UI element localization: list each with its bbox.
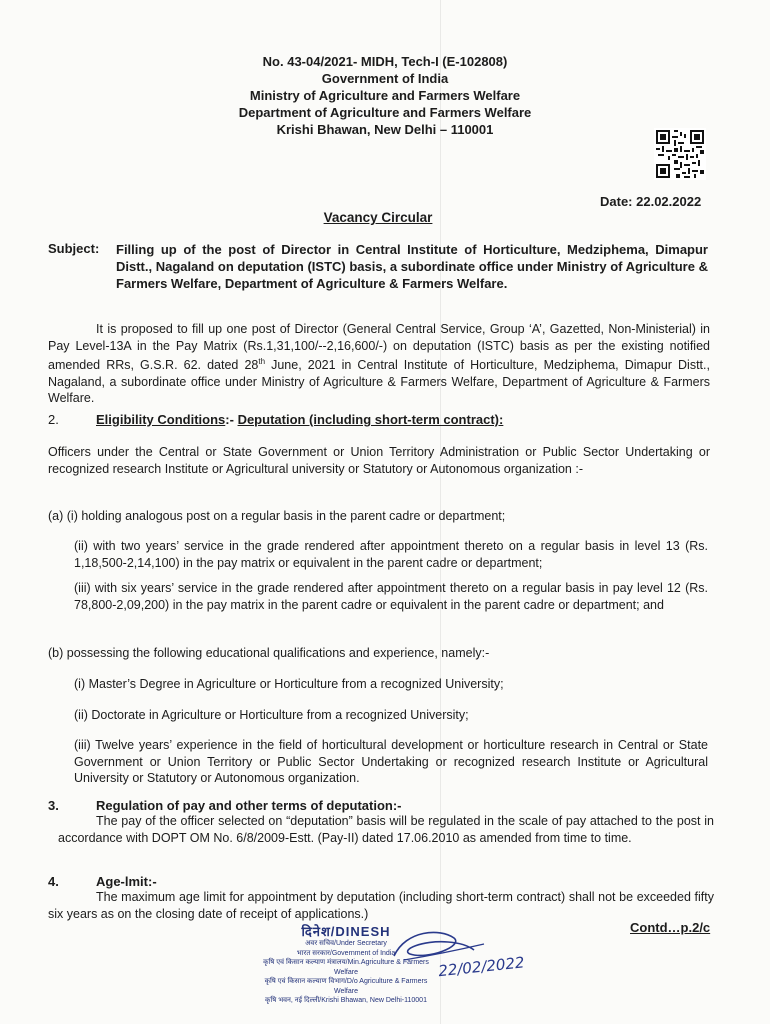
condition-a-iii: (iii) with six years’ service in the grade rendered after appointment thereto on a regular basis in pay level 12 (Rs. 78,800-2,09,200) in the pay matrix in the parent cadre or equivalent in the parent cadre or department; and [74,581,708,612]
continued-note: Contd…p.2/c [630,920,711,935]
condition-b-iii: (iii) Twelve years’ experience in the field of horticultural development or horticulture research in Central or State Government or Union Territory or Public Sector Undertaking or recognized research Institute or Agricultural University or Statutory or Autonomous organization. [74,738,708,785]
ministry-line: Ministry of Agriculture and Farmers Welfare [249,88,521,103]
stamp-department: कृषि एवं किसान कल्याण विभाग/D/o Agriculture & Farmers Welfare [264,978,428,995]
condition-b-ii: (ii) Doctorate in Agriculture or Horticulture from a recognized University; [74,708,469,722]
address-line: Krishi Bhawan, New Delhi – 110001 [276,122,494,137]
intro-paragraph: It is proposed to fill up one post of Director (General Central Service, Group ‘A’, Gazetted, Non-Ministerial) in Pay Level-13A in the Pay Matrix (Rs.1,31,100/--2,16,600/-) on deputation (ISTC) basis as per the existing notified amended RRs, G.S.R. 62. dated 28th June, 2021 in Central Institute of Horticulture, Medziphema, Dimapur Distt., Nagaland, a subordinate office under Ministry of Agriculture & Farmers Welfare, Department of Agriculture & Farmers Welfare. [48,322,710,406]
qr-code-icon [654,128,706,180]
circular-title: Vacancy Circular [323,210,433,225]
section-4-number: 4. [48,874,59,889]
subject-text: Filling up of the post of Director in Central Institute of Horticulture, Medziphema, Dimapur Distt., Nagaland on deputation (ISTC) basis, a subordinate office under Ministry of Agriculture & Farmers Welfare, Department of Agriculture & Farmers Welfare. [116,242,708,291]
section-3-number: 3. [48,798,59,813]
section-3-text: The pay of the officer selected on “deputation” basis will be regulated in the scale of pay attached to the post in accordance with DOPT OM No. 6/8/2009-Estt. (Pay-II) dated 17.06.2010 as amended from time to time. [58,814,714,845]
reference-number: No. 43-04/2021- MIDH, Tech-I (E-102808) [262,54,508,69]
stamp-address: कृषि भवन, नई दिल्ली/Krishi Bhawan, New Delhi-110001 [265,997,427,1004]
department-line: Department of Agriculture and Farmers Welfare [238,105,532,120]
subject-label: Subject: [48,241,100,256]
section-2-number: 2. [48,412,59,427]
government-line: Government of India [321,71,449,86]
condition-b-i: (i) Master’s Degree in Agriculture or Horticulture from a recognized University; [74,677,504,691]
condition-b: (b) possessing the following educational qualifications and experience, namely:- [48,646,490,660]
stamp-government: भारत सरकार/Government of India [296,949,396,957]
stamp-designation: अवर सचिव/Under Secretary [305,940,387,947]
circular-date: Date: 22.02.2022 [600,194,702,209]
signature [388,920,568,982]
section-3-heading: Regulation of pay and other terms of deputation:- [96,798,402,813]
stamp-ministry: कृषि एवं किसान कल्याण मंत्रालय/Min.Agriculture & Farmers Welfare [263,959,429,976]
condition-a-ii: (ii) with two years’ service in the grade rendered after appointment thereto on a regular basis in level 13 (Rs. 1,18,500-2,14,100) in the pay matrix or equivalent in the parent cadre or department; [74,539,708,570]
section-2-heading: Eligibility Conditions:- Deputation (including short-term contract): [96,412,504,427]
signature-date: 22/02/2022 [437,953,526,981]
section-4-heading: Age-lmit:- [96,874,157,889]
eligibility-intro: Officers under the Central or State Government or Union Territory Administration or Public Sector Undertaking or recognized research Institute or Agricultural university or Statutory or Autonomous organization :- [48,445,710,476]
section-4-text: The maximum age limit for appointment by deputation (including short-term contract) shall not be exceeded fifty six years as on the closing date of receipt of applications.) [48,890,714,921]
stamp-name: दिनेश/DINESH [301,924,391,939]
condition-a-i: (a) (i) holding analogous post on a regular basis in the parent cadre or department; [48,509,506,523]
